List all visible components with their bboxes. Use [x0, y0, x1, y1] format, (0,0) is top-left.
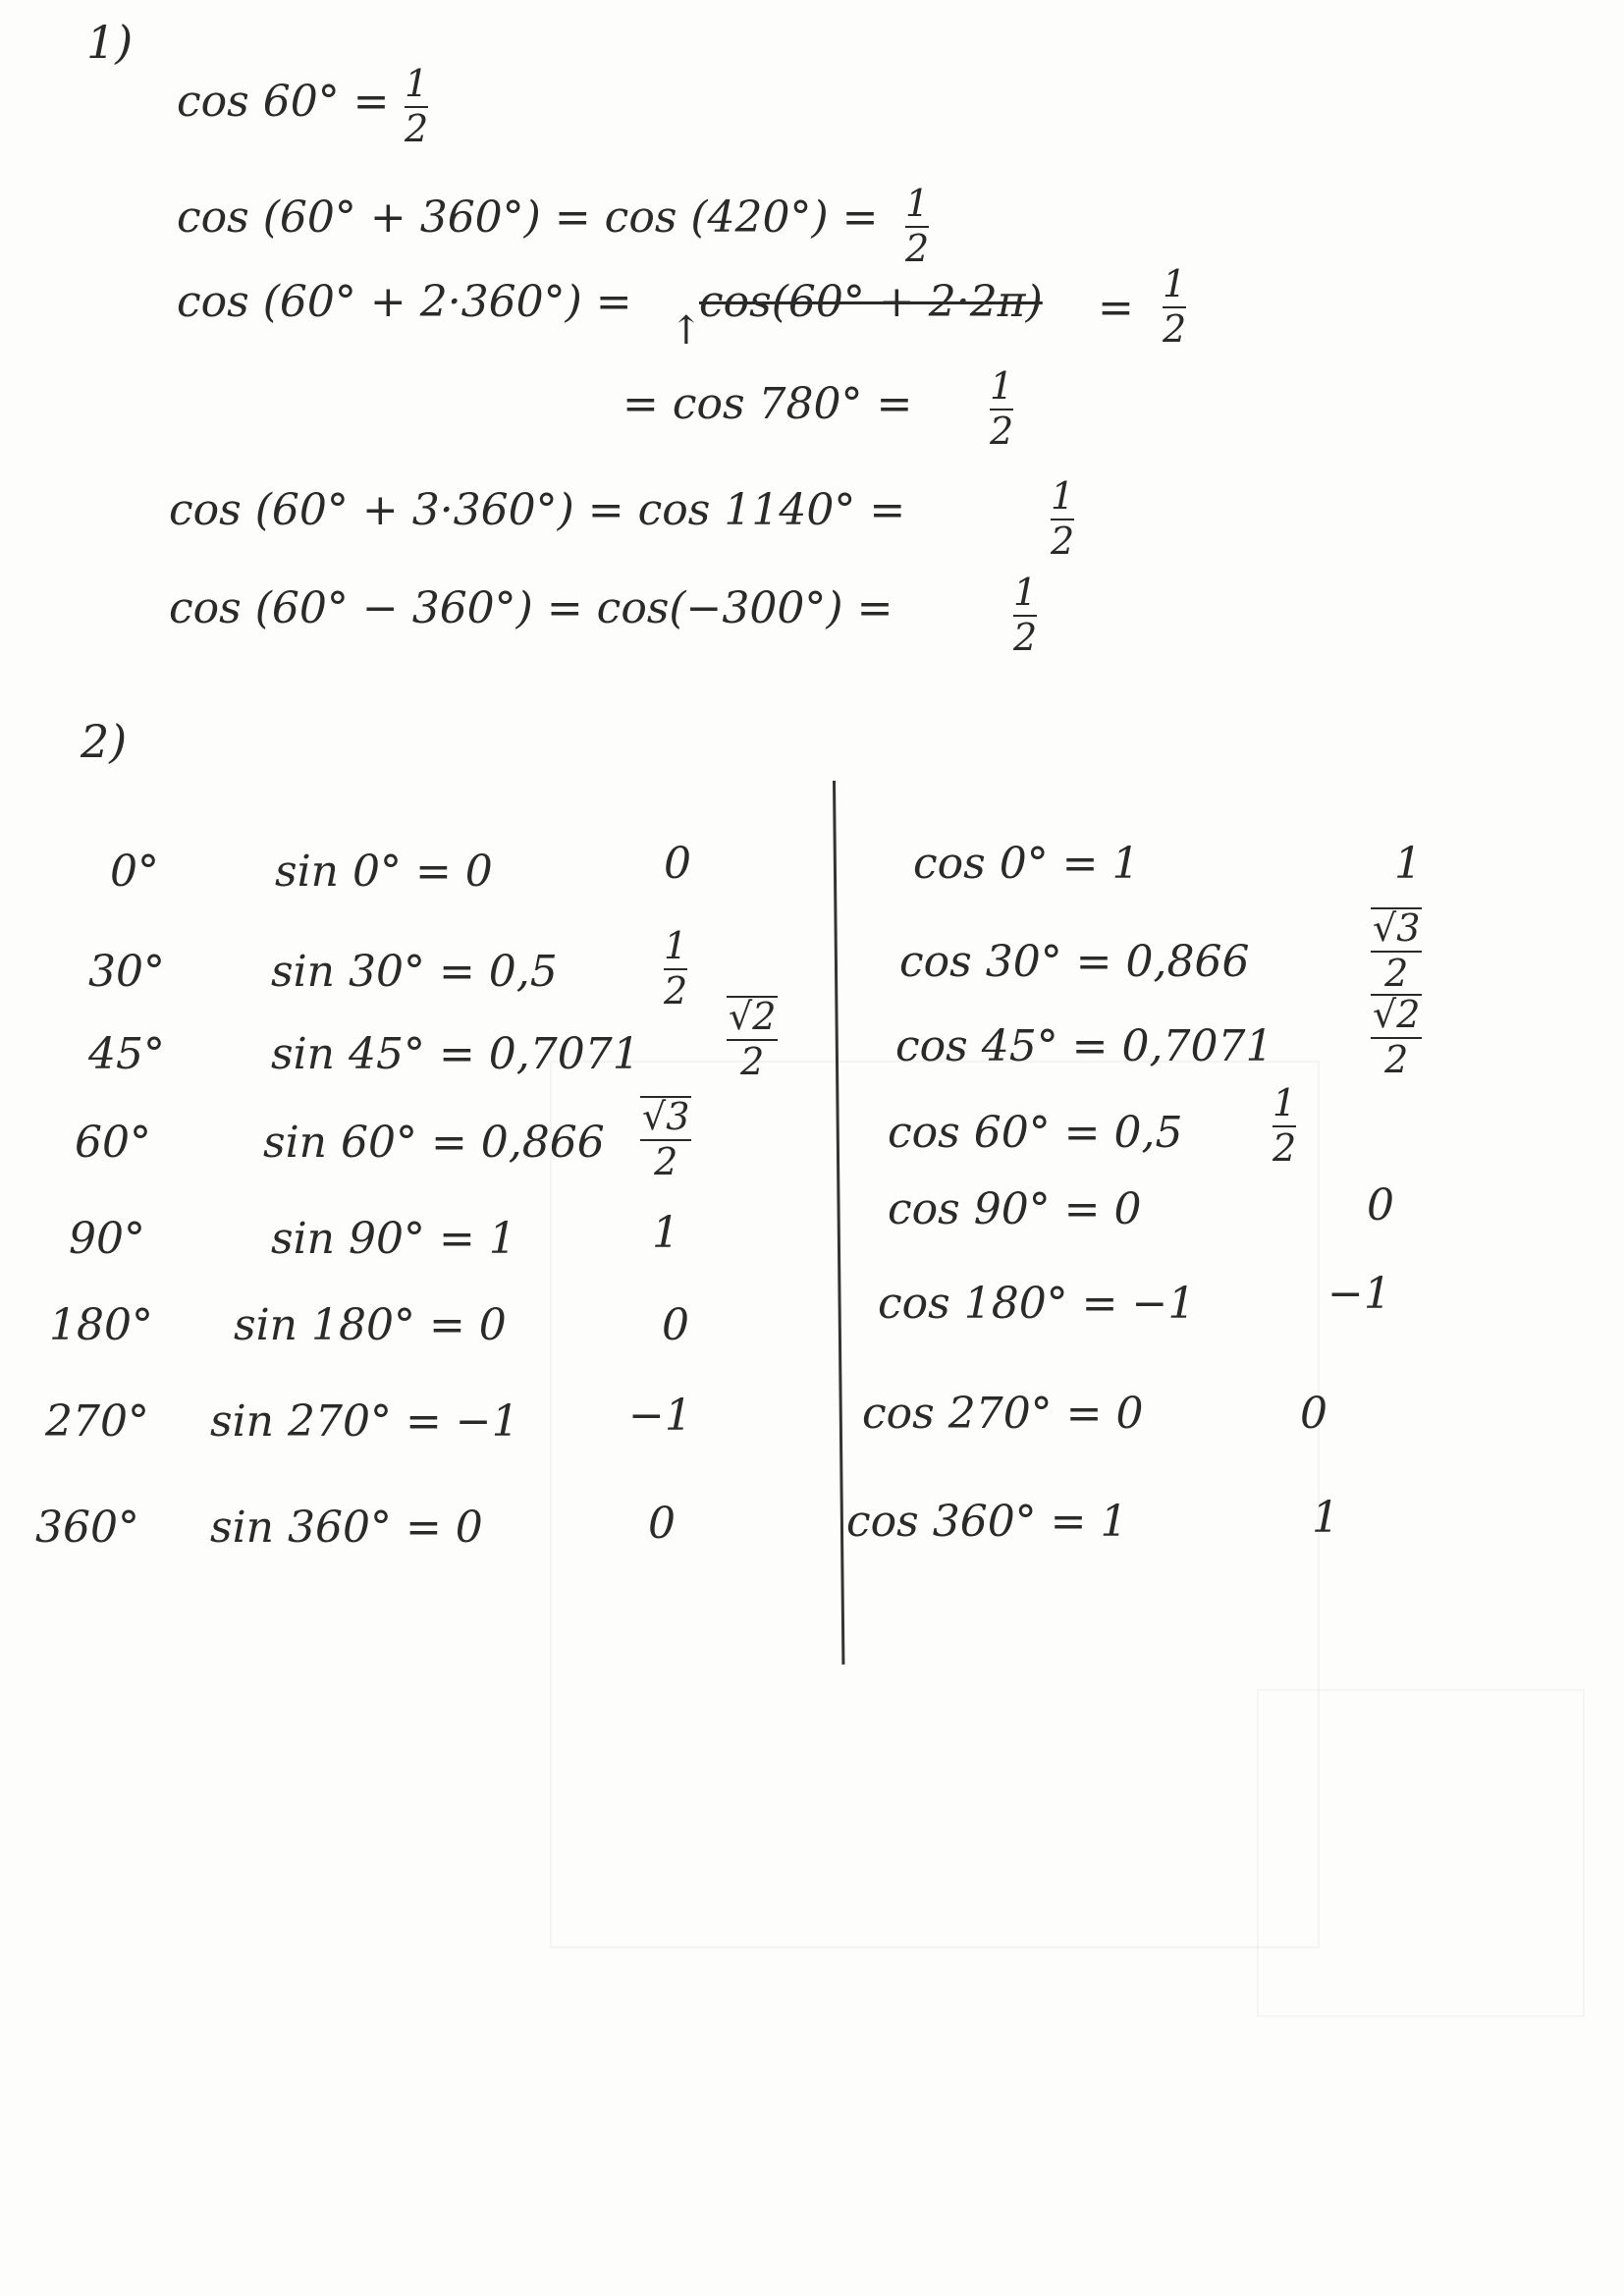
eq1-num: 1 [405, 62, 429, 105]
eq1-den: 2 [405, 106, 429, 150]
cos-45-expr: cos 45° = 0,7071 [895, 1021, 1273, 1071]
eq2-fraction [905, 182, 930, 270]
eq3-struck-out: cos(60° + 2·2π) [699, 277, 1043, 327]
eq5-num: 1 [1051, 474, 1075, 518]
eq3-num: 1 [1163, 262, 1187, 305]
cos-180-exact: −1 [1327, 1269, 1391, 1319]
sin-30-exact [664, 924, 688, 1012]
eq1-fraction [405, 62, 429, 150]
section-2-label: 2) [81, 715, 128, 768]
cos-60-exact [1272, 1081, 1297, 1170]
angle-45: 45° [88, 1029, 165, 1079]
cos-30-num: √3 [1373, 906, 1421, 950]
sin-60-den: 2 [654, 1139, 678, 1183]
eq4-fraction [990, 364, 1014, 453]
sin-270-expr: sin 270° = −1 [210, 1396, 519, 1447]
sin-45-expr: sin 45° = 0,7071 [271, 1029, 640, 1079]
show-through-box [1257, 1689, 1585, 2017]
cos-60-num: 1 [1272, 1081, 1297, 1124]
eq3-equals: = [1098, 283, 1134, 333]
eq6-den: 2 [1013, 615, 1038, 659]
cos-360-exact: 1 [1312, 1493, 1339, 1543]
cos-180-expr: cos 180° = −1 [878, 1279, 1196, 1329]
eq2-num: 1 [905, 182, 930, 225]
eq5-fraction [1051, 474, 1075, 563]
cos-60-den: 2 [1272, 1125, 1297, 1170]
eq3-lhs: cos (60° + 2·360°) = [177, 277, 632, 327]
angle-60: 60° [75, 1118, 151, 1168]
sin-60-exact [640, 1096, 691, 1182]
cos-0-exact: 1 [1394, 839, 1422, 889]
sin-180-exact: 0 [662, 1300, 689, 1350]
cos-60-expr: cos 60° = 0,5 [888, 1108, 1183, 1158]
angle-30: 30° [88, 947, 165, 997]
cos-90-exact: 0 [1367, 1180, 1394, 1230]
sin-360-exact: 0 [648, 1499, 676, 1549]
sin-90-expr: sin 90° = 1 [271, 1214, 516, 1264]
sin-30-den: 2 [664, 968, 688, 1012]
eq5-lhs: cos (60° + 3·360°) = cos 1140° = [169, 485, 906, 535]
sin-45-exact [727, 996, 778, 1082]
sin-90-exact: 1 [652, 1208, 679, 1258]
sin-45-den: 2 [740, 1039, 765, 1083]
sin-30-expr: sin 30° = 0,5 [271, 947, 558, 997]
eq6-lhs: cos (60° − 360°) = cos(−300°) = [169, 583, 893, 633]
eq5-den: 2 [1051, 519, 1075, 563]
eq4-num: 1 [990, 364, 1014, 408]
cos-45-num: √2 [1373, 993, 1421, 1036]
eq6-fraction [1013, 571, 1038, 659]
cos-270-exact: 0 [1300, 1389, 1327, 1439]
sin-60-num: √3 [642, 1095, 690, 1138]
cos-270-expr: cos 270° = 0 [862, 1389, 1144, 1439]
sin-0-exact: 0 [664, 839, 691, 889]
eq6-num: 1 [1013, 571, 1038, 614]
sin-45-num: √2 [729, 995, 777, 1038]
eq2-den: 2 [905, 226, 930, 270]
cos-30-exact [1371, 907, 1422, 994]
section-1-label: 1) [86, 16, 134, 69]
eq3-den: 2 [1163, 306, 1187, 351]
eq3-fraction [1163, 262, 1187, 351]
sin-270-exact: −1 [628, 1391, 692, 1441]
angle-270: 270° [45, 1396, 149, 1447]
sin-30-num: 1 [664, 924, 688, 967]
cos-45-exact [1371, 994, 1422, 1080]
eq4-lhs: = cos 780° = [623, 379, 913, 429]
cos-360-expr: cos 360° = 1 [846, 1497, 1128, 1547]
angle-360: 360° [35, 1503, 139, 1553]
eq4-den: 2 [990, 409, 1014, 453]
eq1-lhs: cos 60° = [177, 77, 390, 127]
cos-45-den: 2 [1384, 1037, 1409, 1081]
cos-0-expr: cos 0° = 1 [913, 839, 1140, 889]
angle-0: 0° [110, 847, 159, 897]
sin-360-expr: sin 360° = 0 [210, 1503, 483, 1553]
angle-180: 180° [49, 1300, 153, 1350]
sin-180-expr: sin 180° = 0 [234, 1300, 507, 1350]
sin-0-expr: sin 0° = 0 [275, 847, 493, 897]
sin-60-expr: sin 60° = 0,866 [263, 1118, 605, 1168]
cos-30-den: 2 [1384, 951, 1409, 995]
cos-30-expr: cos 30° = 0,866 [899, 937, 1250, 987]
up-arrow-icon: ↑ [670, 308, 703, 354]
angle-90: 90° [69, 1214, 145, 1264]
cos-90-expr: cos 90° = 0 [888, 1184, 1142, 1234]
eq2-lhs: cos (60° + 360°) = cos (420°) = [177, 192, 879, 243]
